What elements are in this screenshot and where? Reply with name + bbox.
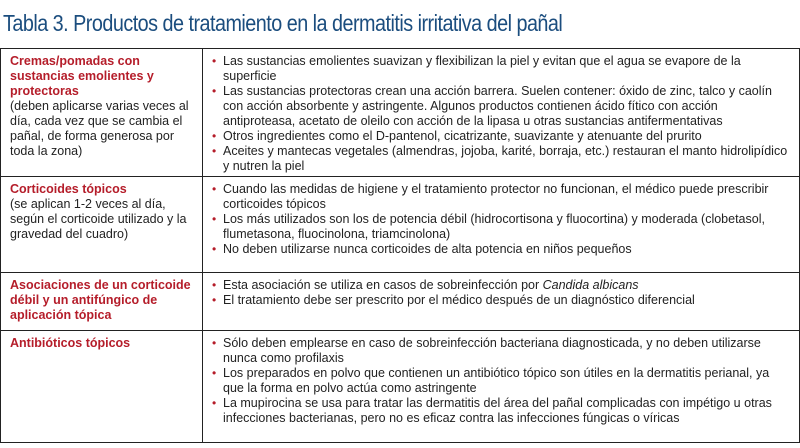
- bullet-icon: •: [212, 54, 217, 68]
- list-item-text: Otros ingredientes como el D-pantenol, cicatrizante, suavizante y atenuante del prurito: [223, 129, 702, 143]
- list-item-text: Esta asociación se utiliza en casos de sobreinfección por: [223, 278, 543, 292]
- list-item-text: Cuando las medidas de higiene y el tratamiento protector no funcionan, el médico puede prescribir corticoides tópicos: [223, 182, 769, 211]
- row-content-cell: [203, 331, 799, 442]
- bullet-icon: •: [212, 242, 217, 256]
- row-content-cell: [203, 273, 799, 330]
- list-item-text: Los más utilizados son los de potencia débil (hidrocortisona y fluocortina) y moderada (clobetasol, flumetasona, fluocinolona, triamcinolona): [223, 212, 765, 241]
- list-item: [211, 278, 793, 293]
- row-header: Cremas/pomadas con sustancias emolientes y protectoras: [10, 54, 154, 98]
- list-item-text: El tratamiento debe ser prescrito por el médico después de un diagnóstico diferencial: [223, 293, 695, 307]
- list-item-text: Los preparados en polvo que contienen un antibiótico tópico son útiles en la dermatitis perianal, ya que la forma en polvo actúa como astringente: [223, 366, 770, 395]
- bullet-icon: •: [212, 182, 217, 196]
- list-item: [211, 129, 793, 144]
- products-table: [0, 48, 800, 443]
- list-item-text: No deben utilizarse nunca corticoides de alta potencia en niños pequeños: [223, 242, 632, 256]
- bullet-icon: •: [212, 336, 217, 350]
- row-label-cell: [1, 273, 203, 330]
- bullet-list: [211, 182, 793, 257]
- list-item: [211, 293, 793, 308]
- list-item: [211, 366, 793, 396]
- bullet-icon: •: [212, 366, 217, 380]
- row-note: (se aplican 1-2 veces al día, según el corticoide utilizado y la gravedad del cuadro): [10, 197, 187, 241]
- list-item: [211, 84, 793, 129]
- row-content-cell: [203, 49, 799, 176]
- bullet-icon: •: [212, 212, 217, 226]
- list-item-text: Aceites y mantecas vegetales (almendras, jojoba, karité, borraja, etc.) restauran el manto hidrolipídico y nutren la piel: [223, 144, 788, 173]
- list-item: [211, 396, 793, 426]
- row-content-cell: [203, 177, 799, 272]
- table-row-emollients: [1, 49, 799, 176]
- bullet-icon: •: [212, 293, 217, 307]
- row-label-cell: [1, 49, 203, 176]
- row-note: (deben aplicarse varias veces al día, cada vez que se cambia el pañal, de forma generosa por toda la zona): [10, 99, 189, 158]
- list-item: [211, 182, 793, 212]
- list-item: [211, 212, 793, 242]
- table-row-combination: [1, 272, 799, 330]
- list-item-italic-text: Candida albicans: [542, 278, 639, 292]
- list-item-text: Las sustancias protectoras crean una acción barrera. Suelen contener: óxido de zinc, talco y caolín con acción absorbente y astringente. Algunos productos contienen ácido fítico con acción antiproteasa, acetato de oleilo con acción de la lipasa u otras sustancias antifermentativas: [223, 84, 772, 128]
- table-row-antibiotics: [1, 330, 799, 442]
- row-label-cell: [1, 331, 203, 442]
- bullet-icon: •: [212, 144, 217, 158]
- list-item: [211, 242, 793, 257]
- table-title: Tabla 3. Productos de tratamiento en la dermatitis irritativa del pañal: [3, 10, 563, 36]
- bullet-icon: •: [212, 129, 217, 143]
- list-item-text: Sólo deben emplearse en caso de sobreinfección bacteriana diagnosticada, y no deben utilizarse nunca como profilaxis: [223, 336, 761, 365]
- row-header: Asociaciones de un corticoide débil y un antifúngico de aplicación tópica: [10, 278, 191, 322]
- bullet-list: [211, 336, 793, 426]
- bullet-list: [211, 278, 793, 308]
- list-item-text: La mupirocina se usa para tratar las dermatitis del área del pañal complicadas con impétigo u otras infecciones bacterianas, pero no es eficaz contra las infecciones fúngicas o víricas: [223, 396, 772, 425]
- row-header: Antibióticos tópicos: [10, 336, 131, 350]
- list-item: [211, 144, 793, 174]
- bullet-icon: •: [212, 396, 217, 410]
- list-item: [211, 336, 793, 366]
- list-item-text: Las sustancias emolientes suavizan y flexibilizan la piel y evitan que el agua se evapore de la superficie: [223, 54, 741, 83]
- bullet-icon: •: [212, 278, 217, 292]
- table-row-corticoids: [1, 176, 799, 272]
- bullet-list: [211, 54, 793, 174]
- list-item: [211, 54, 793, 84]
- row-header: Corticoides tópicos: [10, 182, 127, 196]
- row-label-cell: [1, 177, 203, 272]
- bullet-icon: •: [212, 84, 217, 98]
